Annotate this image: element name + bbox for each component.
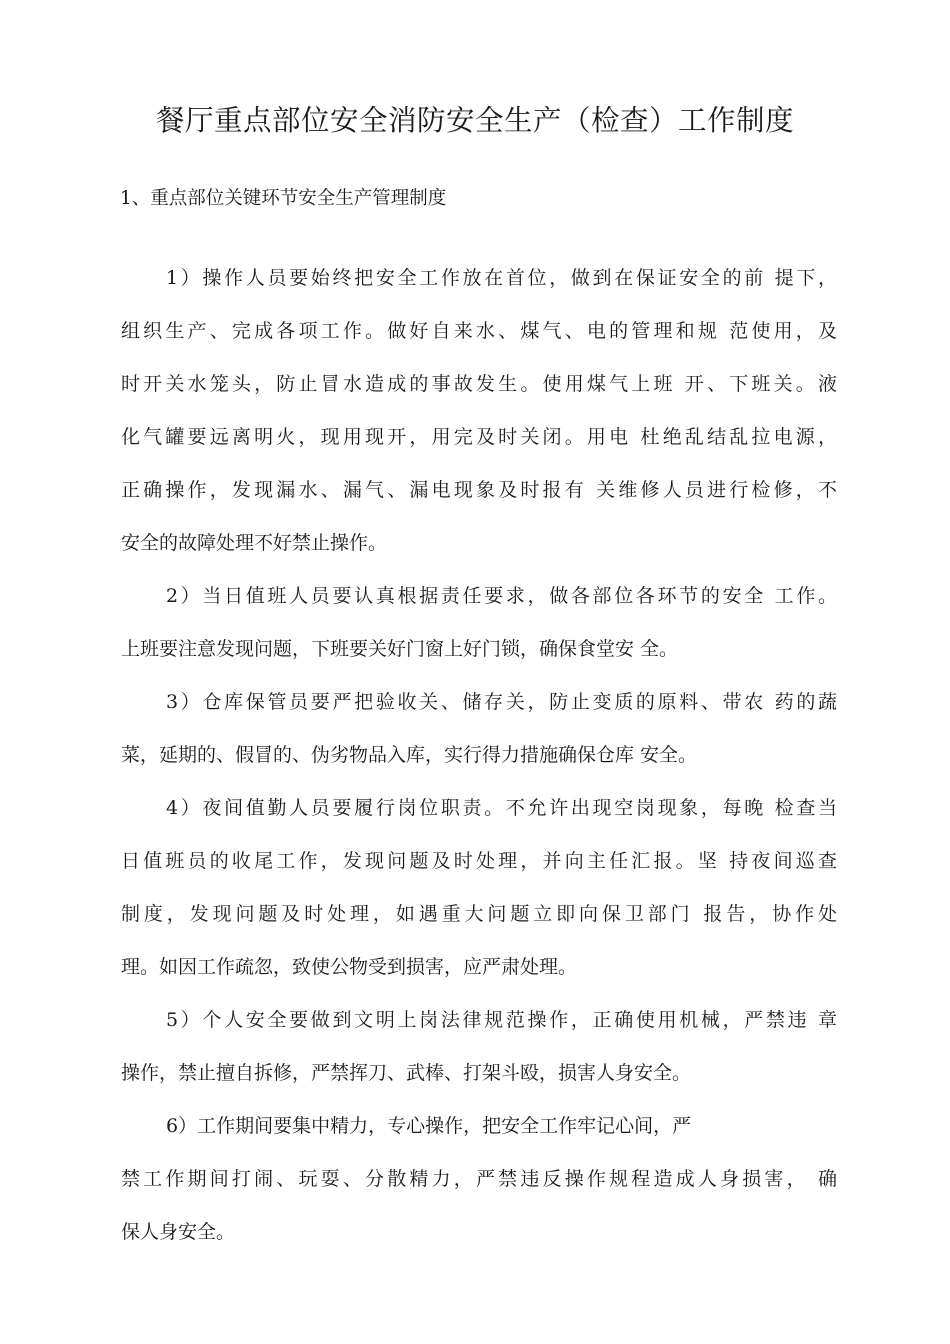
section-heading: 1、重点部位关键环节安全生产管理制度 xyxy=(120,188,447,209)
paragraph-line: 操作，禁止擅自拆修，严禁挥刀、武棒、打架斗殴，损害人身安全。 xyxy=(121,1062,692,1084)
paragraph-line: 菜，延期的、假冒的、伪劣物品入库，实行得力措施确保仓库 安全。 xyxy=(121,744,698,766)
paragraph-line: 组织生产、完成各项工作。做好自来水、煤气、电的管理和规 范使用，及 xyxy=(121,320,837,342)
paragraph-line: 化气罐要远离明火，现用现开，用完及时关闭。用电 杜绝乱结乱拉电源， xyxy=(121,426,837,448)
paragraph-line: 2）当日值班人员要认真根据责任要求，做各部位各环节的安全 工作。 xyxy=(166,585,837,607)
paragraph-line: 6）工作期间要集中精力，专心操作，把安全工作牢记心间，严 xyxy=(166,1115,692,1137)
document-title: 餐厅重点部位安全消防安全生产（检查）工作制度 xyxy=(155,104,794,137)
paragraph-line: 理。如因工作疏忽，致使公物受到损害，应严肃处理。 xyxy=(121,956,578,978)
paragraph-line: 制度，发现问题及时处理，如遇重大问题立即向保卫部门 报告，协作处 xyxy=(121,903,837,925)
paragraph-line: 保人身安全。 xyxy=(121,1221,236,1243)
paragraph-line: 时开关水笼头，防止冒水造成的事故发生。使用煤气上班 开、下班关。液 xyxy=(121,373,837,395)
paragraph-line: 4）夜间值勤人员要履行岗位职责。不允许出现空岗现象，每晚 检查当 xyxy=(166,797,837,819)
paragraph-line: 5）个人安全要做到文明上岗法律规范操作，正确使用机械，严禁违 章 xyxy=(166,1009,837,1031)
paragraph-line: 正确操作，发现漏水、漏气、漏电现象及时报有 关维修人员进行检修，不 xyxy=(121,479,837,501)
paragraph-line: 禁工作期间打闹、玩耍、分散精力，严禁违反操作规程造成人身损害， 确 xyxy=(121,1168,837,1190)
paragraph-line: 安全的故障处理不好禁止操作。 xyxy=(121,532,388,554)
paragraph-line: 1）操作人员要始终把安全工作放在首位，做到在保证安全的前 提下， xyxy=(166,267,837,289)
paragraph-line: 3）仓库保管员要严把验收关、储存关，防止变质的原料、带农 药的蔬 xyxy=(166,691,837,713)
paragraph-line: 日值班员的收尾工作，发现问题及时处理，并向主任汇报。坚 持夜间巡查 xyxy=(121,850,837,872)
paragraph-line: 上班要注意发现问题，下班要关好门窗上好门锁，确保食堂安 全。 xyxy=(121,638,679,660)
